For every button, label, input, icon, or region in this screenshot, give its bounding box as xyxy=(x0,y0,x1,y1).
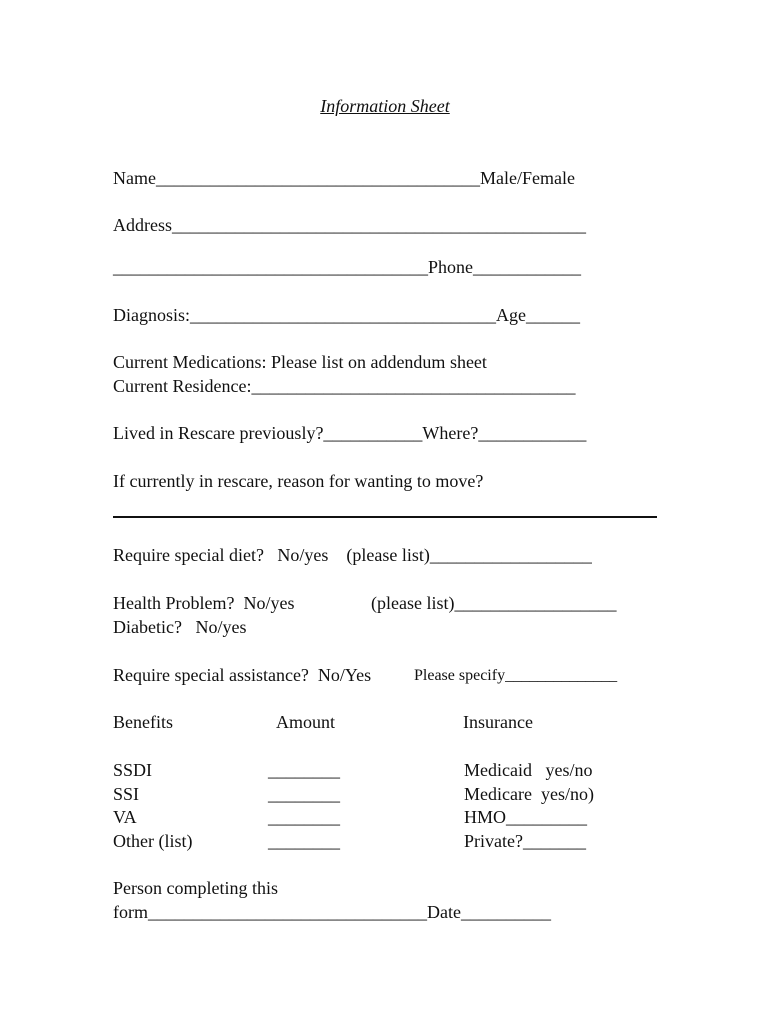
reason-to-move-question: If currently in rescare, reason for wanting to move? xyxy=(113,471,484,491)
benefit-label: Other (list) xyxy=(113,831,193,851)
benefit-label: SSDI xyxy=(113,760,153,780)
name-field-line: Name____________________________________Male/Female xyxy=(113,168,575,188)
diagnosis-field-line: Diagnosis:__________________________________Age______ xyxy=(113,305,580,325)
current-residence-line: Current Residence:____________________________________ xyxy=(113,376,576,396)
health-problem-list-field: (please list)__________________ xyxy=(371,593,617,613)
person-completing-label: Person completing this xyxy=(113,878,278,898)
current-medications-line: Current Medications: Please list on addendum sheet xyxy=(113,352,487,372)
person-completing-date-line: form_______________________________Date__________ xyxy=(113,902,551,922)
benefit-label: SSI xyxy=(113,784,140,804)
benefit-amount-field: ________ xyxy=(268,760,340,780)
insurance-header: Insurance xyxy=(463,712,533,732)
health-problem-question: Health Problem? No/yes xyxy=(113,593,295,613)
insurance-item: Medicaid yes/no xyxy=(464,760,593,780)
special-assistance-specify-field: Please specify______________ xyxy=(414,667,618,684)
diabetic-question: Diabetic? No/yes xyxy=(113,617,247,637)
special-assistance-question: Require special assistance? No/Yes xyxy=(113,665,372,685)
insurance-item: HMO_________ xyxy=(464,807,588,827)
benefit-amount-field: ________ xyxy=(268,831,340,851)
benefit-label: VA xyxy=(113,807,137,827)
amount-header: Amount xyxy=(276,712,336,732)
benefits-header: Benefits xyxy=(113,712,173,732)
phone-field-line: ___________________________________Phone____________ xyxy=(113,257,581,277)
benefit-amount-field: ________ xyxy=(268,807,340,827)
benefit-amount-field: ________ xyxy=(268,784,340,804)
rescare-previously-line: Lived in Rescare previously?___________Where?____________ xyxy=(113,423,587,443)
special-diet-line: Require special diet? No/yes (please list)__________________ xyxy=(113,545,592,565)
insurance-item: Private?_______ xyxy=(464,831,586,851)
reason-answer-rule xyxy=(113,516,657,518)
insurance-item: Medicare yes/no) xyxy=(464,784,594,804)
address-field-line: Address______________________________________________ xyxy=(113,215,586,235)
document-title: Information Sheet xyxy=(320,96,450,116)
